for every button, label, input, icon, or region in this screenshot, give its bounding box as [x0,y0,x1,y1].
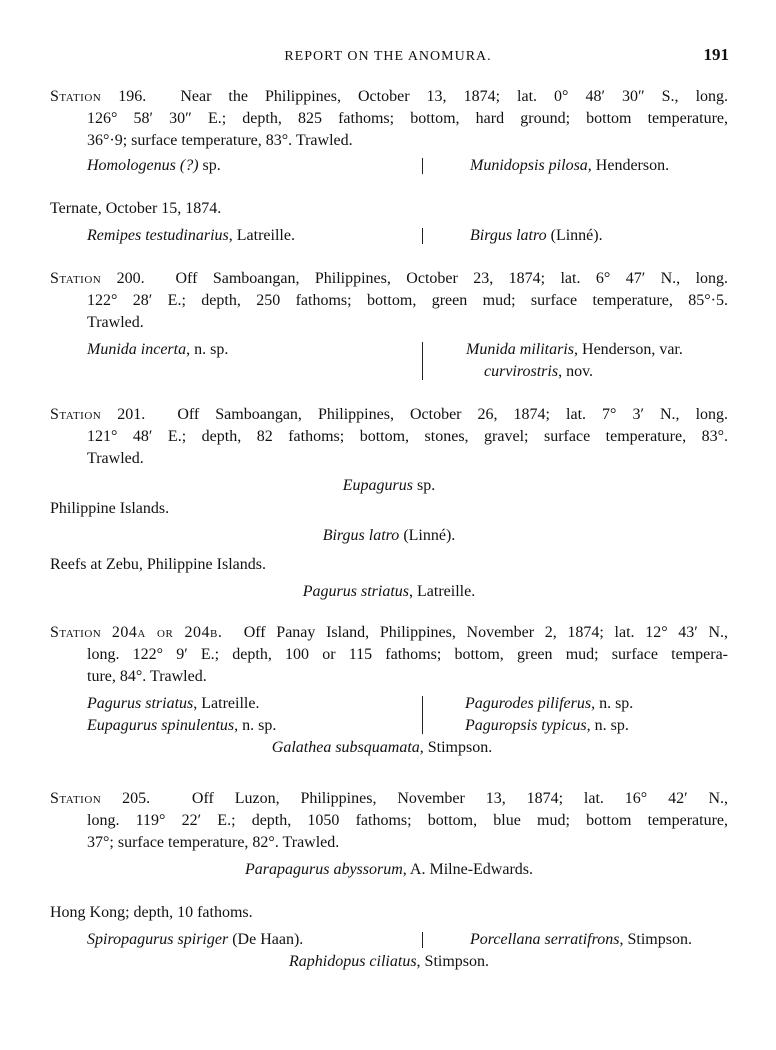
column-divider [422,228,423,244]
station-196-line-1: Station 196. Near the Philippines, October 13, 1874; lat. 0° 48′ 30″ S., long. [50,88,729,105]
species-item: Munida incerta, n. sp. [87,341,229,358]
station-204-species [87,693,728,737]
station-201-entry [50,404,728,497]
station-196-line-3: 36°·9; surface temperature, 83°. Trawled. [87,132,353,149]
species-item: Raphidopus ciliatus, Stimpson. [288,953,490,970]
station-200-species [87,339,728,383]
ternate-species [87,225,728,247]
station-205-line-1: Station 205. Off Luzon, Philippines, November 13, 1874; lat. 16° 42′ N., [50,790,729,807]
station-196-species [87,155,728,177]
station-200-entry [50,268,728,383]
ternate-entry [50,198,728,247]
station-204-line-1: Station 204a or 204b. Off Panay Island, Philippines, November 2, 1874; lat. 12° 43′ N., [50,624,729,641]
species-item: Pagurus striatus, Latreille. [302,583,476,600]
species-item: Pagurodes piliferus, n. sp. [465,695,634,712]
station-201-line-2: 121° 48′ E.; depth, 82 fathoms; bottom, stones, gravel; surface temperature, 83°. [87,428,728,445]
station-196-line-2: 126° 58′ 30″ E.; depth, 825 fathoms; bottom, hard ground; bottom temperature, [87,110,728,127]
species-item: Galathea subsquamata, Stimpson. [271,739,493,756]
species-item: Eupagurus sp. [342,477,436,494]
page-number: 191 [703,45,729,64]
station-201-line-1: Station 201. Off Samboangan, Philippines, October 26, 1874; lat. 7° 3′ N., long. [50,406,729,423]
species-item: Birgus latro (Linné). [470,227,603,244]
species-item: Munidopsis pilosa, Henderson. [470,157,670,174]
column-divider [422,696,423,734]
species-item: Birgus latro (Linné). [322,527,456,544]
zebu-entry [50,554,728,603]
column-divider [422,158,423,174]
locality-heading: Reefs at Zebu, Philippine Islands. [50,556,266,573]
station-200-line-3: Trawled. [87,314,144,331]
species-item: Remipes testudinarius, Latreille. [87,227,295,244]
hong-kong-entry [50,902,728,973]
station-200-line-2: 122° 28′ E.; depth, 250 fathoms; bottom, green mud; surface temperature, 85°·5. [87,292,728,309]
species-item: Eupagurus spinulentus, n. sp. [87,717,277,734]
species-item: Homologenus (?) sp. [87,157,221,174]
station-205-line-2: long. 119° 22′ E.; depth, 1050 fathoms; bottom, blue mud; bottom temperature, [87,812,728,829]
philippine-islands-entry [50,498,728,547]
station-196-entry [50,86,728,177]
station-200-line-1: Station 200. Off Samboangan, Philippines, October 23, 1874; lat. 6° 47′ N., long. [50,270,729,287]
station-204-line-2: long. 122° 9′ E.; depth, 100 or 115 fathoms; bottom, green mud; surface tempera- [87,646,728,663]
station-204-entry [50,622,728,759]
locality-heading: Philippine Islands. [50,500,170,517]
station-205-line-3: 37°; surface temperature, 82°. Trawled. [87,834,340,851]
column-divider [422,342,423,380]
species-item: Paguropsis typicus, n. sp. [465,717,629,734]
species-item: Munida militaris, Henderson, var. [466,341,683,358]
column-divider [422,932,423,948]
species-item: Parapagurus abyssorum, A. Milne-Edwards. [245,861,533,878]
station-205-entry [50,788,728,881]
running-title: REPORT ON THE ANOMURA. [284,49,492,64]
station-201-line-3: Trawled. [87,450,144,467]
locality-heading: Ternate, October 15, 1874. [50,200,222,217]
station-204-line-3: ture, 84°. Trawled. [87,668,207,685]
species-item: Spiropagurus spiriger (De Haan). [87,931,304,948]
species-item: Porcellana serratifrons, Stimpson. [470,931,692,948]
hong-kong-species [87,929,728,951]
species-item: Pagurus striatus, Latreille. [87,695,260,712]
species-item-continued: curvirostris, nov. [484,363,594,380]
page-header [0,44,776,68]
locality-heading: Hong Kong; depth, 10 fathoms. [50,904,253,921]
